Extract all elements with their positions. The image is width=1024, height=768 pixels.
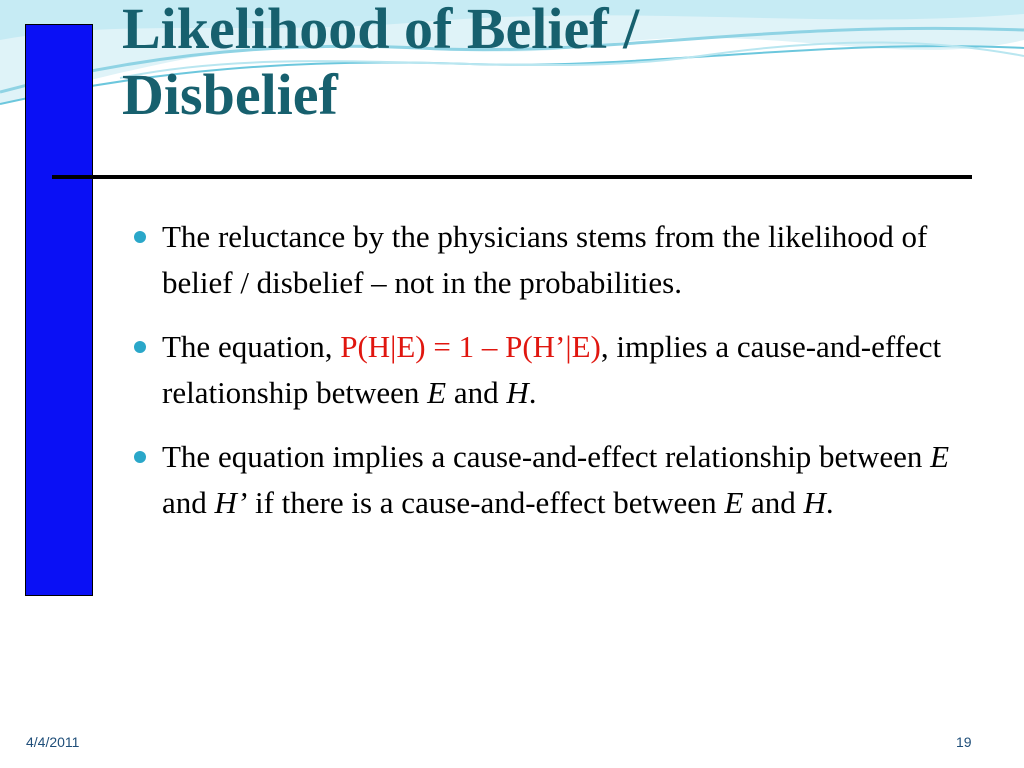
bullet-text-start: The equation implies a cause-and-effect relationship between — [162, 439, 931, 474]
bullet-item-3 — [132, 434, 962, 526]
bullet-text-end: . — [825, 485, 834, 520]
conjunction: and — [162, 485, 215, 520]
bullet-list — [132, 214, 962, 544]
title-divider — [52, 175, 972, 179]
conjunction: and — [446, 375, 507, 410]
bullet-dot-icon — [134, 231, 146, 243]
variable-h-prime: H’ — [214, 485, 248, 520]
slide-number: 19 — [956, 734, 972, 750]
variable-h: H — [506, 375, 529, 410]
variable-h: H — [803, 485, 826, 520]
variable-e: E — [724, 485, 744, 520]
slide-title-line-2: Disbelief — [122, 62, 338, 127]
bullet-item-2 — [132, 324, 962, 416]
footer-date: 4/4/2011 — [26, 734, 80, 750]
bullet-text: The reluctance by the physicians stems from the likelihood of belief / disbelief – not in the probabilities. — [162, 219, 928, 300]
bullet-text-middle: , implies a cause-and-effect relationship between — [162, 329, 942, 410]
blue-side-bar — [25, 24, 93, 596]
bullet-dot-icon — [134, 341, 146, 353]
variable-e: E — [427, 375, 447, 410]
bullet-text-end: . — [528, 375, 537, 410]
bullet-dot-icon — [134, 451, 146, 463]
bullet-text-start: The equation, — [162, 329, 341, 364]
bullet-text-middle: if there is a cause-and-effect between — [247, 485, 725, 520]
slide-title — [122, 0, 982, 128]
bullet-item-1 — [132, 214, 962, 306]
conjunction: and — [743, 485, 804, 520]
variable-e: E — [930, 439, 950, 474]
equation: P(H|E) = 1 – P(H’|E) — [340, 329, 601, 364]
slide-title-line-1: Likelihood of Belief / — [122, 0, 640, 61]
